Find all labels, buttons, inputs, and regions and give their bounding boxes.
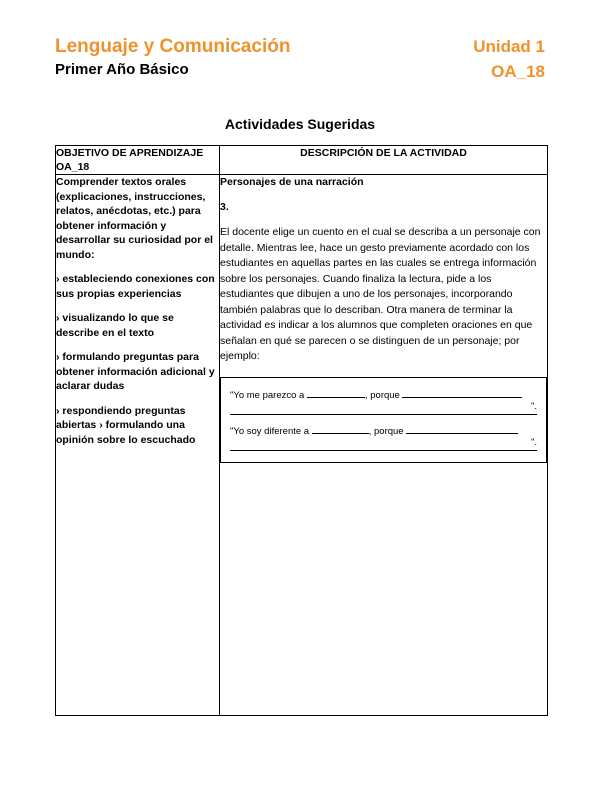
objective-bullet-1: › estableciendo conexiones con sus propias experiencias (56, 273, 215, 300)
example-sentence-1 (230, 387, 537, 415)
header-right-group (473, 35, 545, 83)
objective-intro: Comprender textos orales (explicaciones, instrucciones, relatos, anécdotas, etc.) para obtener información y desarrollar su curiosidad por el mundo: (56, 176, 213, 261)
level-title: Primer Año Básico (55, 61, 189, 78)
document-header (55, 35, 545, 83)
example-2-end: ". (530, 436, 537, 448)
table-header-row (56, 146, 548, 175)
subject-title: Lenguaje y Comunicación (55, 36, 291, 57)
activity-title: Personajes de una narración (220, 176, 364, 188)
example-1-prefix: "Yo me parezco a (230, 389, 305, 401)
example-2-blank-2 (406, 433, 518, 434)
header-left-group (55, 35, 290, 80)
table-content-row (56, 175, 548, 716)
example-sentence-2 (230, 423, 537, 451)
example-1-rule (230, 400, 537, 415)
example-1-blank-2 (402, 397, 522, 398)
objective-cell (56, 175, 220, 716)
example-1-end: ". (530, 400, 537, 412)
activity-cell (220, 175, 548, 716)
activity-number: 3. (220, 201, 229, 213)
objective-bullet-3: › formulando preguntas para obtener información adicional y aclarar dudas (56, 351, 215, 392)
section-title: Actividades Sugeridas (224, 116, 376, 132)
oa-code-label: OA_18 (491, 62, 545, 81)
example-1-blank-1 (307, 397, 365, 398)
example-1-mid: , porque (364, 389, 400, 401)
objective-bullet-4: › respondiendo preguntas abiertas › formulando una opinión sobre lo escuchado (56, 404, 196, 446)
example-2-mid: , porque (368, 425, 404, 437)
example-2-prefix: "Yo soy diferente a (230, 425, 310, 437)
activities-table (55, 145, 548, 716)
column-header-description: DESCRIPCIÓN DE LA ACTIVIDAD (220, 146, 548, 175)
column-header-objective: OBJETIVO DE APRENDIZAJE OA_18 (56, 146, 220, 175)
activity-body: El docente elige un cuento en el cual se describa a un personaje con detalle. Mientras lee, hace un gesto previamente acordado con los estudiantes en aquellas partes en las cuales se entrega información sobre los personajes. Cuando finaliza la lectura, pide a los estudiantes que dibujen a uno de los personajes, incorporando también palabras que lo describan. Otra manera de terminar la actividad es indicar a los alumnos que completen oraciones en que señalan en qué se parecen o se distinguen de un personaje; por ejemplo: (220, 226, 541, 362)
example-2-blank-1 (312, 433, 369, 434)
objective-bullet-2: › visualizando lo que se describe en el texto (56, 312, 174, 339)
unit-label: Unidad 1 (473, 37, 545, 56)
example-2-rule (230, 436, 537, 451)
example-sentences-box (220, 377, 547, 463)
